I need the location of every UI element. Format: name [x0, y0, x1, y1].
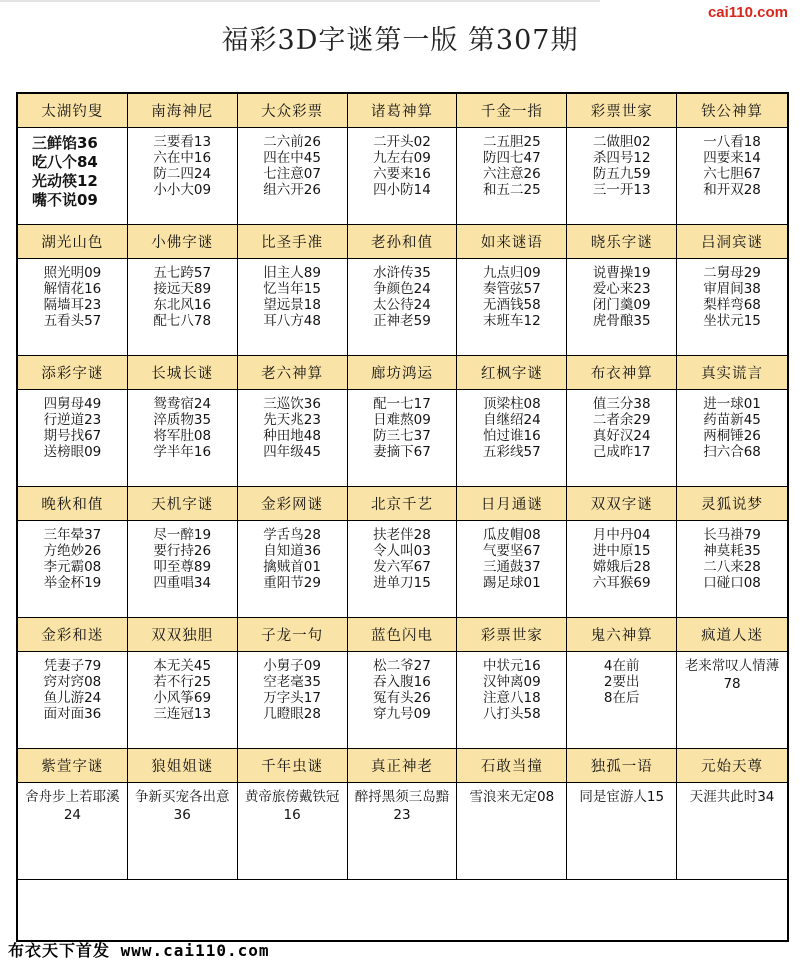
- puzzle-line: 学舌鸟28: [263, 527, 321, 543]
- column-header: 独孤一语: [567, 749, 677, 783]
- puzzle-grid: [16, 92, 789, 942]
- column-header: 子龙一句: [238, 618, 348, 652]
- column-header: 铁公神算: [677, 94, 787, 128]
- column-header: 晓乐字谜: [567, 225, 677, 259]
- puzzle-line: 三鲜馅36: [32, 134, 98, 152]
- puzzle-line: 二者余29: [592, 412, 651, 428]
- puzzle-line: 气要坚67: [483, 543, 541, 559]
- puzzle-line: 注意八18: [483, 690, 541, 706]
- puzzle-line: 小舅子09: [263, 658, 321, 674]
- puzzle-line: 六注意26: [483, 166, 541, 182]
- puzzle-line: 进一球01: [703, 396, 761, 412]
- puzzle-line: 己成昨17: [592, 444, 651, 460]
- puzzle-line: 重阳节29: [263, 575, 321, 591]
- column-header: 天机字谜: [128, 487, 238, 521]
- puzzle-line: 耳八方48: [263, 313, 321, 329]
- puzzle-cell: [457, 783, 567, 880]
- puzzle-line: 三年晕37: [43, 527, 102, 543]
- puzzle-line: 进单刀15: [373, 575, 431, 591]
- column-header: 彩票世家: [567, 94, 677, 128]
- puzzle-line: 奏管弦57: [483, 281, 541, 297]
- puzzle-line: 防二四24: [153, 166, 212, 182]
- puzzle-line: 六七胆67: [703, 166, 761, 182]
- puzzle-line: 醉捋黑须三岛黯23: [354, 789, 450, 823]
- puzzle-line: 望远景18: [263, 297, 321, 313]
- puzzle-line: 鸳鸯宿24: [153, 396, 212, 412]
- column-header: 老孙和值: [348, 225, 458, 259]
- puzzle-line: 二五胆25: [483, 134, 541, 150]
- puzzle-line: 五看头57: [43, 313, 102, 329]
- puzzle-cell: [567, 521, 677, 618]
- puzzle-line: 送榜眼09: [43, 444, 102, 460]
- puzzle-line: 窍对窍08: [43, 674, 102, 690]
- puzzle-line: 配一七17: [373, 396, 431, 412]
- puzzle-cell: [567, 128, 677, 225]
- puzzle-line: 月中丹04: [592, 527, 651, 543]
- puzzle-cell: [457, 259, 567, 356]
- puzzle-cell: [238, 128, 348, 225]
- puzzle-line: 防四七47: [483, 150, 541, 166]
- puzzle-cell: [677, 521, 787, 618]
- puzzle-line: 和五二25: [483, 182, 541, 198]
- column-header: 灵狐说梦: [677, 487, 787, 521]
- puzzle-cell: [567, 259, 677, 356]
- puzzle-cell: [457, 521, 567, 618]
- puzzle-line: 无酒钱58: [483, 297, 541, 313]
- puzzle-line: 2要出: [603, 674, 640, 690]
- column-header: 红枫字谜: [457, 356, 567, 390]
- puzzle-line: 旧主人89: [263, 265, 321, 281]
- puzzle-line: 日难熬09: [373, 412, 431, 428]
- page-title: 福彩3D字谜第一版 第307期: [221, 25, 579, 56]
- puzzle-line: 空老毫35: [263, 674, 321, 690]
- puzzle-line: 雪浪来无定08: [469, 789, 555, 805]
- puzzle-line: 争新买宠各出意36: [135, 789, 230, 823]
- column-header: 北京千艺: [348, 487, 458, 521]
- puzzle-cell: [238, 652, 348, 749]
- puzzle-line: 举金杯19: [43, 575, 102, 591]
- puzzle-line: 嫦娥后28: [592, 559, 651, 575]
- puzzle-line: 神莫耗35: [703, 543, 761, 559]
- puzzle-line: 小风筝69: [153, 690, 212, 706]
- column-header: 廊坊鸿运: [348, 356, 458, 390]
- column-header: 金彩网谜: [238, 487, 348, 521]
- puzzle-line: 吃八个84: [32, 153, 98, 171]
- puzzle-line: 凭妻子79: [43, 658, 102, 674]
- puzzle-line: 4在前: [603, 658, 640, 674]
- column-header: 双双独胆: [128, 618, 238, 652]
- puzzle-cell: [18, 128, 128, 225]
- puzzle-line: 四小防14: [373, 182, 431, 198]
- puzzle-line: 将军肚08: [153, 428, 212, 444]
- puzzle-line: 若不行25: [153, 674, 212, 690]
- puzzle-cell: [567, 390, 677, 487]
- puzzle-line: 太公待24: [373, 297, 431, 313]
- puzzle-line: 六耳猴69: [592, 575, 651, 591]
- column-header: 晚秋和值: [18, 487, 128, 521]
- puzzle-line: 四要来14: [703, 150, 761, 166]
- puzzle-line: 审眉间38: [703, 281, 761, 297]
- puzzle-line: 长马褂79: [703, 527, 761, 543]
- column-header: 长城长谜: [128, 356, 238, 390]
- puzzle-cell: [18, 390, 128, 487]
- puzzle-cell: [128, 521, 238, 618]
- puzzle-line: 一八看18: [703, 134, 761, 150]
- column-header: 小佛字谜: [128, 225, 238, 259]
- puzzle-cell: [238, 783, 348, 880]
- puzzle-line: 药苗新45: [703, 412, 761, 428]
- puzzle-cell: [677, 783, 787, 880]
- puzzle-line: 怕过谁16: [483, 428, 541, 444]
- puzzle-cell: [348, 521, 458, 618]
- site-watermark: cai110.com: [707, 4, 788, 21]
- puzzle-line: 天涯共此时34: [689, 789, 775, 805]
- column-header: 双双字谜: [567, 487, 677, 521]
- puzzle-line: 说曹操19: [592, 265, 651, 281]
- column-header: 太湖钓叟: [18, 94, 128, 128]
- puzzle-line: 配七八78: [153, 313, 212, 329]
- puzzle-line: 鱼儿游24: [43, 690, 102, 706]
- puzzle-line: 叩至尊89: [153, 559, 212, 575]
- puzzle-line: 闭门羹09: [592, 297, 651, 313]
- puzzle-line: 尽一醉19: [153, 527, 212, 543]
- puzzle-line: 自知道36: [263, 543, 321, 559]
- column-header: 金彩和迷: [18, 618, 128, 652]
- puzzle-line: 组六开26: [263, 182, 321, 198]
- puzzle-line: 要行持26: [153, 543, 212, 559]
- column-header: 如来谜语: [457, 225, 567, 259]
- puzzle-line: 穿九号09: [373, 706, 431, 722]
- puzzle-line: 四重唱34: [153, 575, 212, 591]
- puzzle-line: 六要来16: [373, 166, 431, 182]
- puzzle-line: 口碰口08: [703, 575, 761, 591]
- puzzle-cell: [348, 259, 458, 356]
- column-header: 比圣手准: [238, 225, 348, 259]
- column-header: 诸葛神算: [348, 94, 458, 128]
- puzzle-cell: [348, 390, 458, 487]
- puzzle-line: 真好汉24: [592, 428, 651, 444]
- puzzle-cell: [128, 128, 238, 225]
- puzzle-cell: [457, 128, 567, 225]
- puzzle-line: 舍舟步上若耶溪24: [25, 789, 120, 823]
- column-header: 千年虫谜: [238, 749, 348, 783]
- puzzle-line: 解情花16: [43, 281, 102, 297]
- puzzle-line: 瓜皮帽08: [483, 527, 541, 543]
- puzzle-line: 争颜色24: [373, 281, 431, 297]
- puzzle-line: 发六军67: [373, 559, 431, 575]
- puzzle-line: 几瞪眼28: [263, 706, 321, 722]
- puzzle-line: 防五九59: [592, 166, 651, 182]
- column-header: 紫萱字谜: [18, 749, 128, 783]
- puzzle-line: 本无关45: [153, 658, 212, 674]
- column-header: 千金一指: [457, 94, 567, 128]
- column-header: 真正神老: [348, 749, 458, 783]
- puzzle-cell: [677, 652, 787, 749]
- puzzle-line: 扶老伴28: [373, 527, 431, 543]
- puzzle-line: 二开头02: [373, 134, 431, 150]
- puzzle-line: 妻摘下67: [373, 444, 431, 460]
- puzzle-line: 淬质物35: [153, 412, 212, 428]
- column-header: 大众彩票: [238, 94, 348, 128]
- puzzle-line: 8在后: [603, 690, 640, 706]
- puzzle-line: 三通鼓37: [483, 559, 541, 575]
- puzzle-line: 三巡饮36: [263, 396, 321, 412]
- puzzle-line: 四在中45: [263, 150, 321, 166]
- column-header: 疯道人迷: [677, 618, 787, 652]
- puzzle-line: 行逆道23: [43, 412, 102, 428]
- puzzle-line: 九点归09: [483, 265, 541, 281]
- puzzle-line: 五七跨57: [153, 265, 212, 281]
- puzzle-cell: [348, 783, 458, 880]
- puzzle-cell: [128, 390, 238, 487]
- puzzle-line: 坐状元15: [703, 313, 761, 329]
- puzzle-line: 自继绍24: [483, 412, 541, 428]
- puzzle-line: 二八来28: [703, 559, 761, 575]
- puzzle-line: 令人叫03: [373, 543, 431, 559]
- puzzle-line: 李元霸08: [43, 559, 102, 575]
- column-header: 蓝色闪电: [348, 618, 458, 652]
- puzzle-cell: [567, 652, 677, 749]
- puzzle-line: 万字头17: [263, 690, 321, 706]
- column-header: 石敢当撞: [457, 749, 567, 783]
- puzzle-cell: [238, 390, 348, 487]
- column-header: 日月通谜: [457, 487, 567, 521]
- puzzle-cell: [18, 521, 128, 618]
- puzzle-cell: [18, 783, 128, 880]
- puzzle-line: 东北风16: [153, 297, 212, 313]
- top-rule: [0, 0, 600, 2]
- puzzle-cell: [457, 652, 567, 749]
- puzzle-line: 值三分38: [592, 396, 651, 412]
- column-header: 湖光山色: [18, 225, 128, 259]
- puzzle-line: 九左右09: [373, 150, 431, 166]
- puzzle-line: 嘴不说09: [32, 191, 98, 209]
- puzzle-line: 末班车12: [483, 313, 541, 329]
- puzzle-cell: [677, 259, 787, 356]
- puzzle-line: 方绝妙26: [43, 543, 102, 559]
- puzzle-line: 同是宦游人15: [579, 789, 665, 805]
- column-header: 狼姐姐谜: [128, 749, 238, 783]
- column-header: 真实谎言: [677, 356, 787, 390]
- puzzle-line: 小小大09: [153, 182, 212, 198]
- puzzle-line: 期号找67: [43, 428, 102, 444]
- puzzle-line: 和开双28: [703, 182, 761, 198]
- puzzle-line: 八打头58: [483, 706, 541, 722]
- puzzle-cell: [238, 521, 348, 618]
- puzzle-cell: [457, 390, 567, 487]
- column-header: 彩票世家: [457, 618, 567, 652]
- puzzle-line: 忆当年15: [263, 281, 321, 297]
- puzzle-cell: [18, 652, 128, 749]
- puzzle-cell: [128, 259, 238, 356]
- puzzle-cell: [348, 652, 458, 749]
- puzzle-line: 进中原15: [592, 543, 651, 559]
- puzzle-line: 正神老59: [373, 313, 431, 329]
- puzzle-line: 松二爷27: [373, 658, 431, 674]
- puzzle-cell: [348, 128, 458, 225]
- puzzle-line: 四舅母49: [43, 396, 102, 412]
- puzzle-line: 七注意07: [263, 166, 321, 182]
- puzzle-line: 水浒传35: [373, 265, 431, 281]
- puzzle-line: 汉钟离09: [483, 674, 541, 690]
- puzzle-line: 防三七37: [373, 428, 431, 444]
- footer-credit: 布衣天下首发 www.cai110.com: [8, 941, 270, 960]
- puzzle-line: 吞入腹16: [373, 674, 431, 690]
- puzzle-cell: [677, 128, 787, 225]
- column-header: 布衣神算: [567, 356, 677, 390]
- column-header: 添彩字谜: [18, 356, 128, 390]
- puzzle-line: 四年级45: [263, 444, 321, 460]
- column-header: 南海神尼: [128, 94, 238, 128]
- puzzle-line: 先天兆23: [263, 412, 321, 428]
- puzzle-line: 三连冠13: [153, 706, 212, 722]
- puzzle-line: 照光明09: [43, 265, 102, 281]
- puzzle-line: 梨样弯68: [703, 297, 761, 313]
- column-header: 吕洞宾谜: [677, 225, 787, 259]
- puzzle-line: 顶梁柱08: [483, 396, 541, 412]
- column-header: 元始天尊: [677, 749, 787, 783]
- puzzle-line: 冤有头26: [373, 690, 431, 706]
- puzzle-cell: [238, 259, 348, 356]
- column-header: 鬼六神算: [567, 618, 677, 652]
- puzzle-line: 扫六合68: [703, 444, 761, 460]
- puzzle-line: 面对面36: [43, 706, 102, 722]
- column-header: 老六神算: [238, 356, 348, 390]
- puzzle-line: 六在中16: [153, 150, 212, 166]
- puzzle-cell: [128, 783, 238, 880]
- puzzle-line: 种田地48: [263, 428, 321, 444]
- puzzle-line: 虎骨酿35: [592, 313, 651, 329]
- puzzle-line: 黄帝旅傍戴铁冠16: [244, 789, 340, 823]
- puzzle-cell: [677, 390, 787, 487]
- puzzle-cell: [567, 783, 677, 880]
- puzzle-line: 光动筷12: [32, 172, 98, 190]
- puzzle-line: 三要看13: [153, 134, 212, 150]
- puzzle-line: 二做胆02: [592, 134, 651, 150]
- puzzle-line: 两桐锤26: [703, 428, 761, 444]
- puzzle-line: 老来常叹人情薄78: [684, 658, 780, 692]
- puzzle-line: 中状元16: [483, 658, 541, 674]
- puzzle-line: 爱心来23: [592, 281, 651, 297]
- puzzle-line: 杀四号12: [592, 150, 651, 166]
- puzzle-line: 二舅母29: [703, 265, 761, 281]
- puzzle-line: 五彩线57: [483, 444, 541, 460]
- puzzle-line: 擒贼首01: [263, 559, 321, 575]
- puzzle-line: 二六前26: [263, 134, 321, 150]
- puzzle-line: 接远天89: [153, 281, 212, 297]
- puzzle-line: 三一开13: [592, 182, 651, 198]
- puzzle-line: 踢足球01: [483, 575, 541, 591]
- puzzle-line: 学半年16: [153, 444, 212, 460]
- puzzle-cell: [128, 652, 238, 749]
- puzzle-line: 隔墙耳23: [43, 297, 102, 313]
- puzzle-cell: [18, 259, 128, 356]
